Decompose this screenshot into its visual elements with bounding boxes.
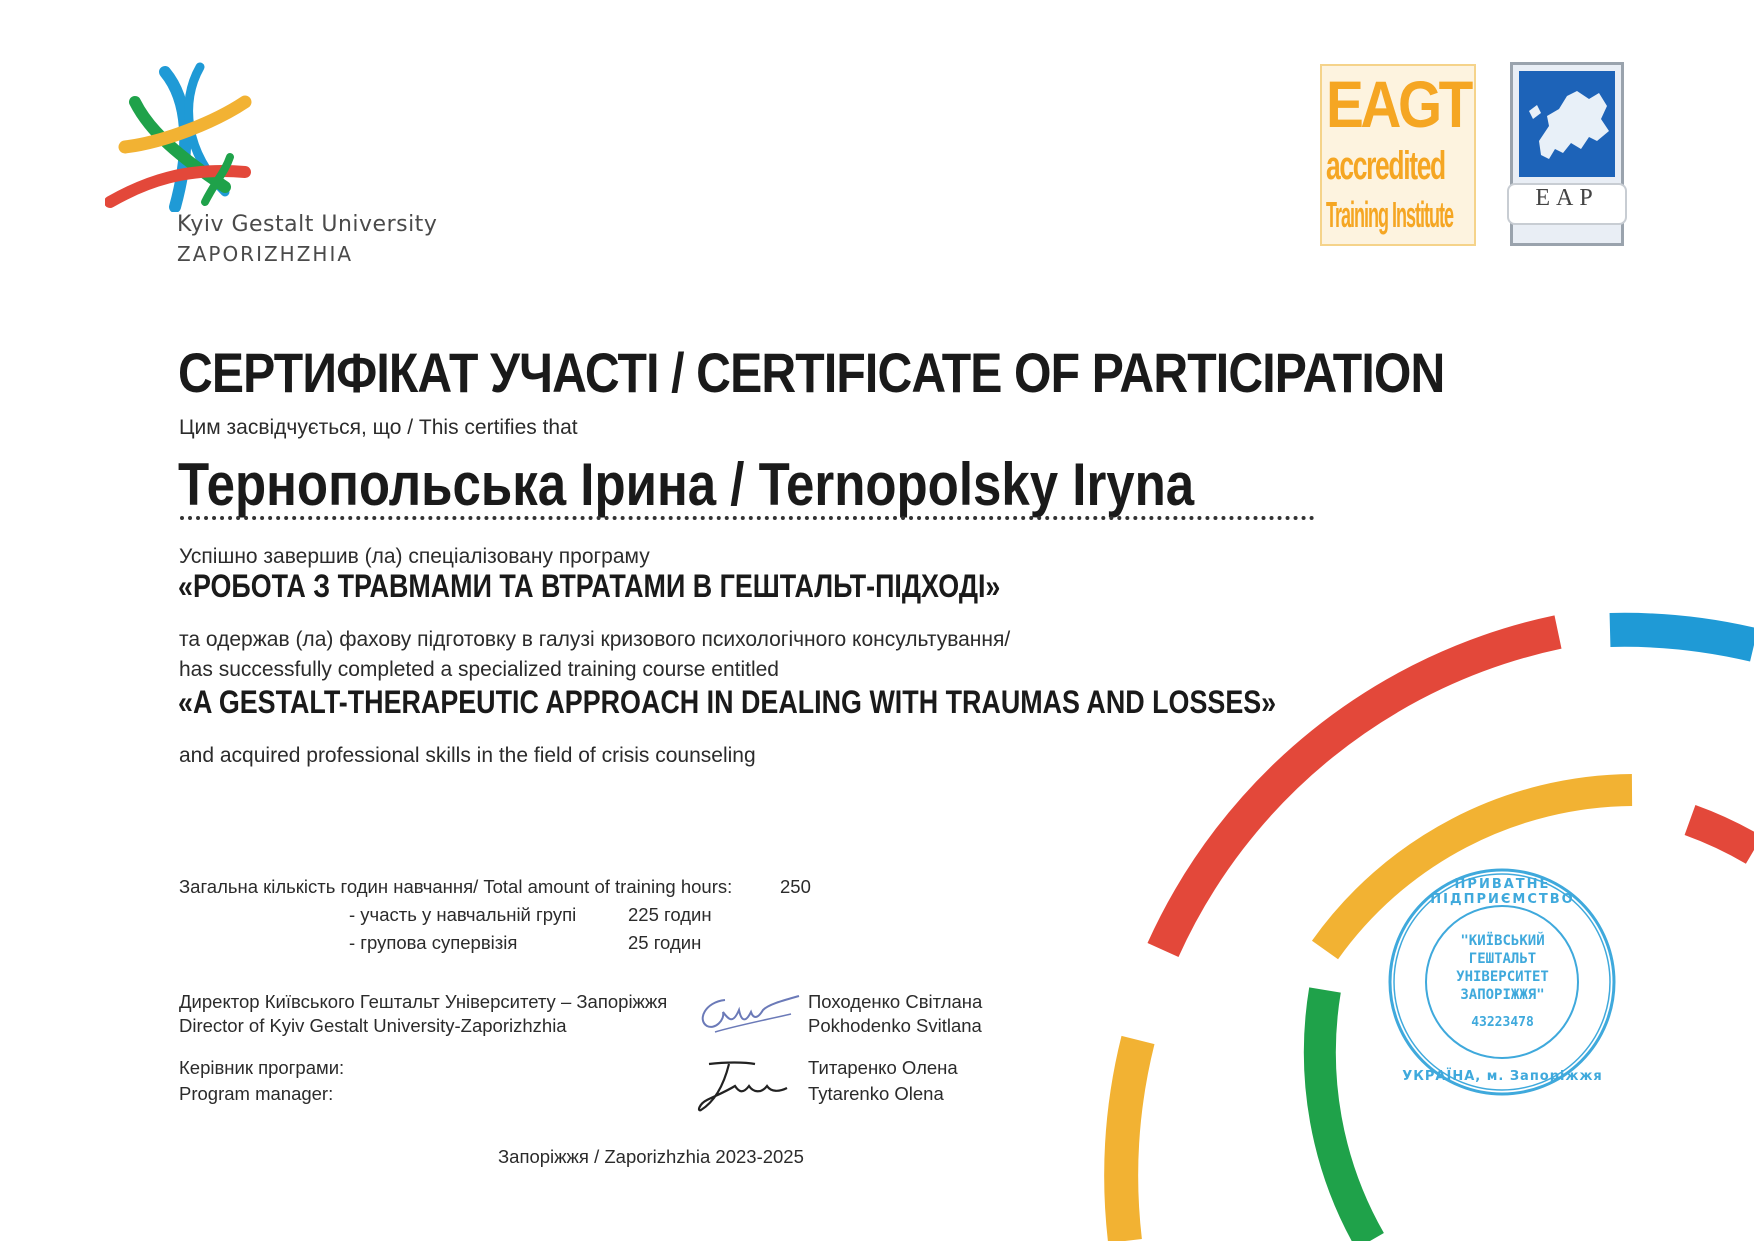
program-title-en: «A GESTALT-THERAPEUTIC APPROACH IN DEALING WITH TRAUMAS AND LOSSES» xyxy=(178,684,1277,720)
manager-role-en: Program manager: xyxy=(179,1083,334,1104)
hours-item-value: 225 годин xyxy=(628,904,712,925)
acquired-en: and acquired professional skills in the field of crisis counseling xyxy=(179,744,756,767)
director-role-ua: Директор Київського Гештальт Університету – Запоріжжя xyxy=(179,991,668,1012)
director-name-en: Pokhodenko Svitlana xyxy=(808,1015,982,1036)
total-hours-label: Загальна кількість годин навчання/ Total amount of training hours: xyxy=(179,876,733,897)
completed-ua: Успішно завершив (ла) спеціалізовану програму xyxy=(179,545,650,568)
manager-name-ua: Титаренко Олена xyxy=(808,1057,958,1078)
director-name-ua: Походенко Світлана xyxy=(808,991,983,1012)
total-hours-value: 250 xyxy=(780,876,811,897)
stamp-ring-bottom: УКРАЇНА, м. Запоріжжя xyxy=(1402,1069,1603,1084)
certifies-line: Цим засвідчується, що / This certifies that xyxy=(179,416,578,439)
hours-item-value: 25 годин xyxy=(628,932,702,953)
stamp-ring-top: ПРИВАТНЕ ПІДПРИЄМСТВО xyxy=(1430,877,1575,907)
university-logo xyxy=(105,62,445,282)
stamp-center-line: ГЕШТАЛЬТ xyxy=(1468,951,1537,967)
official-stamp xyxy=(1385,865,1620,1100)
stamp-center-line: ЗАПОРІЖЖЯ" xyxy=(1460,987,1545,1003)
manager-signature xyxy=(695,1056,795,1116)
university-city: ZAPORIZHZHIA xyxy=(177,242,354,266)
eagt-badge xyxy=(1320,64,1476,246)
eap-label: EAP xyxy=(1535,185,1599,211)
program-title-ua: «РОБОТА З ТРАВМАМИ ТА ВТРАТАМИ В ГЕШТАЛЬТ-ПІДХОДІ» xyxy=(178,568,1001,604)
stamp-center-line: "КИЇВСЬКИЙ xyxy=(1460,933,1545,949)
received-ua: та одержав (ла) фахову підготовку в галузі кризового психологічного консультування/ xyxy=(179,628,1011,651)
hours-item-label: - групова супервізія xyxy=(349,932,518,953)
name-dotted-line xyxy=(180,516,1315,520)
eagt-training-institute: Training Institute xyxy=(1326,194,1454,235)
university-logo-mark xyxy=(105,62,265,212)
university-name: Kyiv Gestalt University xyxy=(177,212,438,237)
eap-badge xyxy=(1510,62,1624,246)
eagt-title: EAGT xyxy=(1326,67,1470,141)
certificate-title: СЕРТИФІКАТ УЧАСТІ / CERTIFICATE OF PARTICIPATION xyxy=(178,341,1445,404)
europe-map xyxy=(1519,71,1615,177)
eagt-accredited: accredited xyxy=(1326,144,1445,188)
director-signature xyxy=(695,990,805,1040)
director-role-en: Director of Kyiv Gestalt University-Zaporizhzhia xyxy=(179,1015,567,1036)
completed-en: has successfully completed a specialized training course entitled xyxy=(179,658,779,681)
stamp-code: 43223478 xyxy=(1471,1015,1534,1030)
stamp-center-line: УНІВЕРСИТЕТ xyxy=(1456,969,1549,985)
manager-role-ua: Керівник програми: xyxy=(179,1057,345,1078)
hours-item-label: - участь у навчальній групі xyxy=(349,904,577,925)
manager-name-en: Tytarenko Olena xyxy=(808,1083,944,1104)
europe-map-icon xyxy=(1519,71,1615,177)
participant-name: Тернопольська Ірина / Ternopolsky Iryna xyxy=(178,451,1195,518)
place-dates: Запоріжжя / Zaporizhzhia 2023-2025 xyxy=(498,1146,804,1167)
